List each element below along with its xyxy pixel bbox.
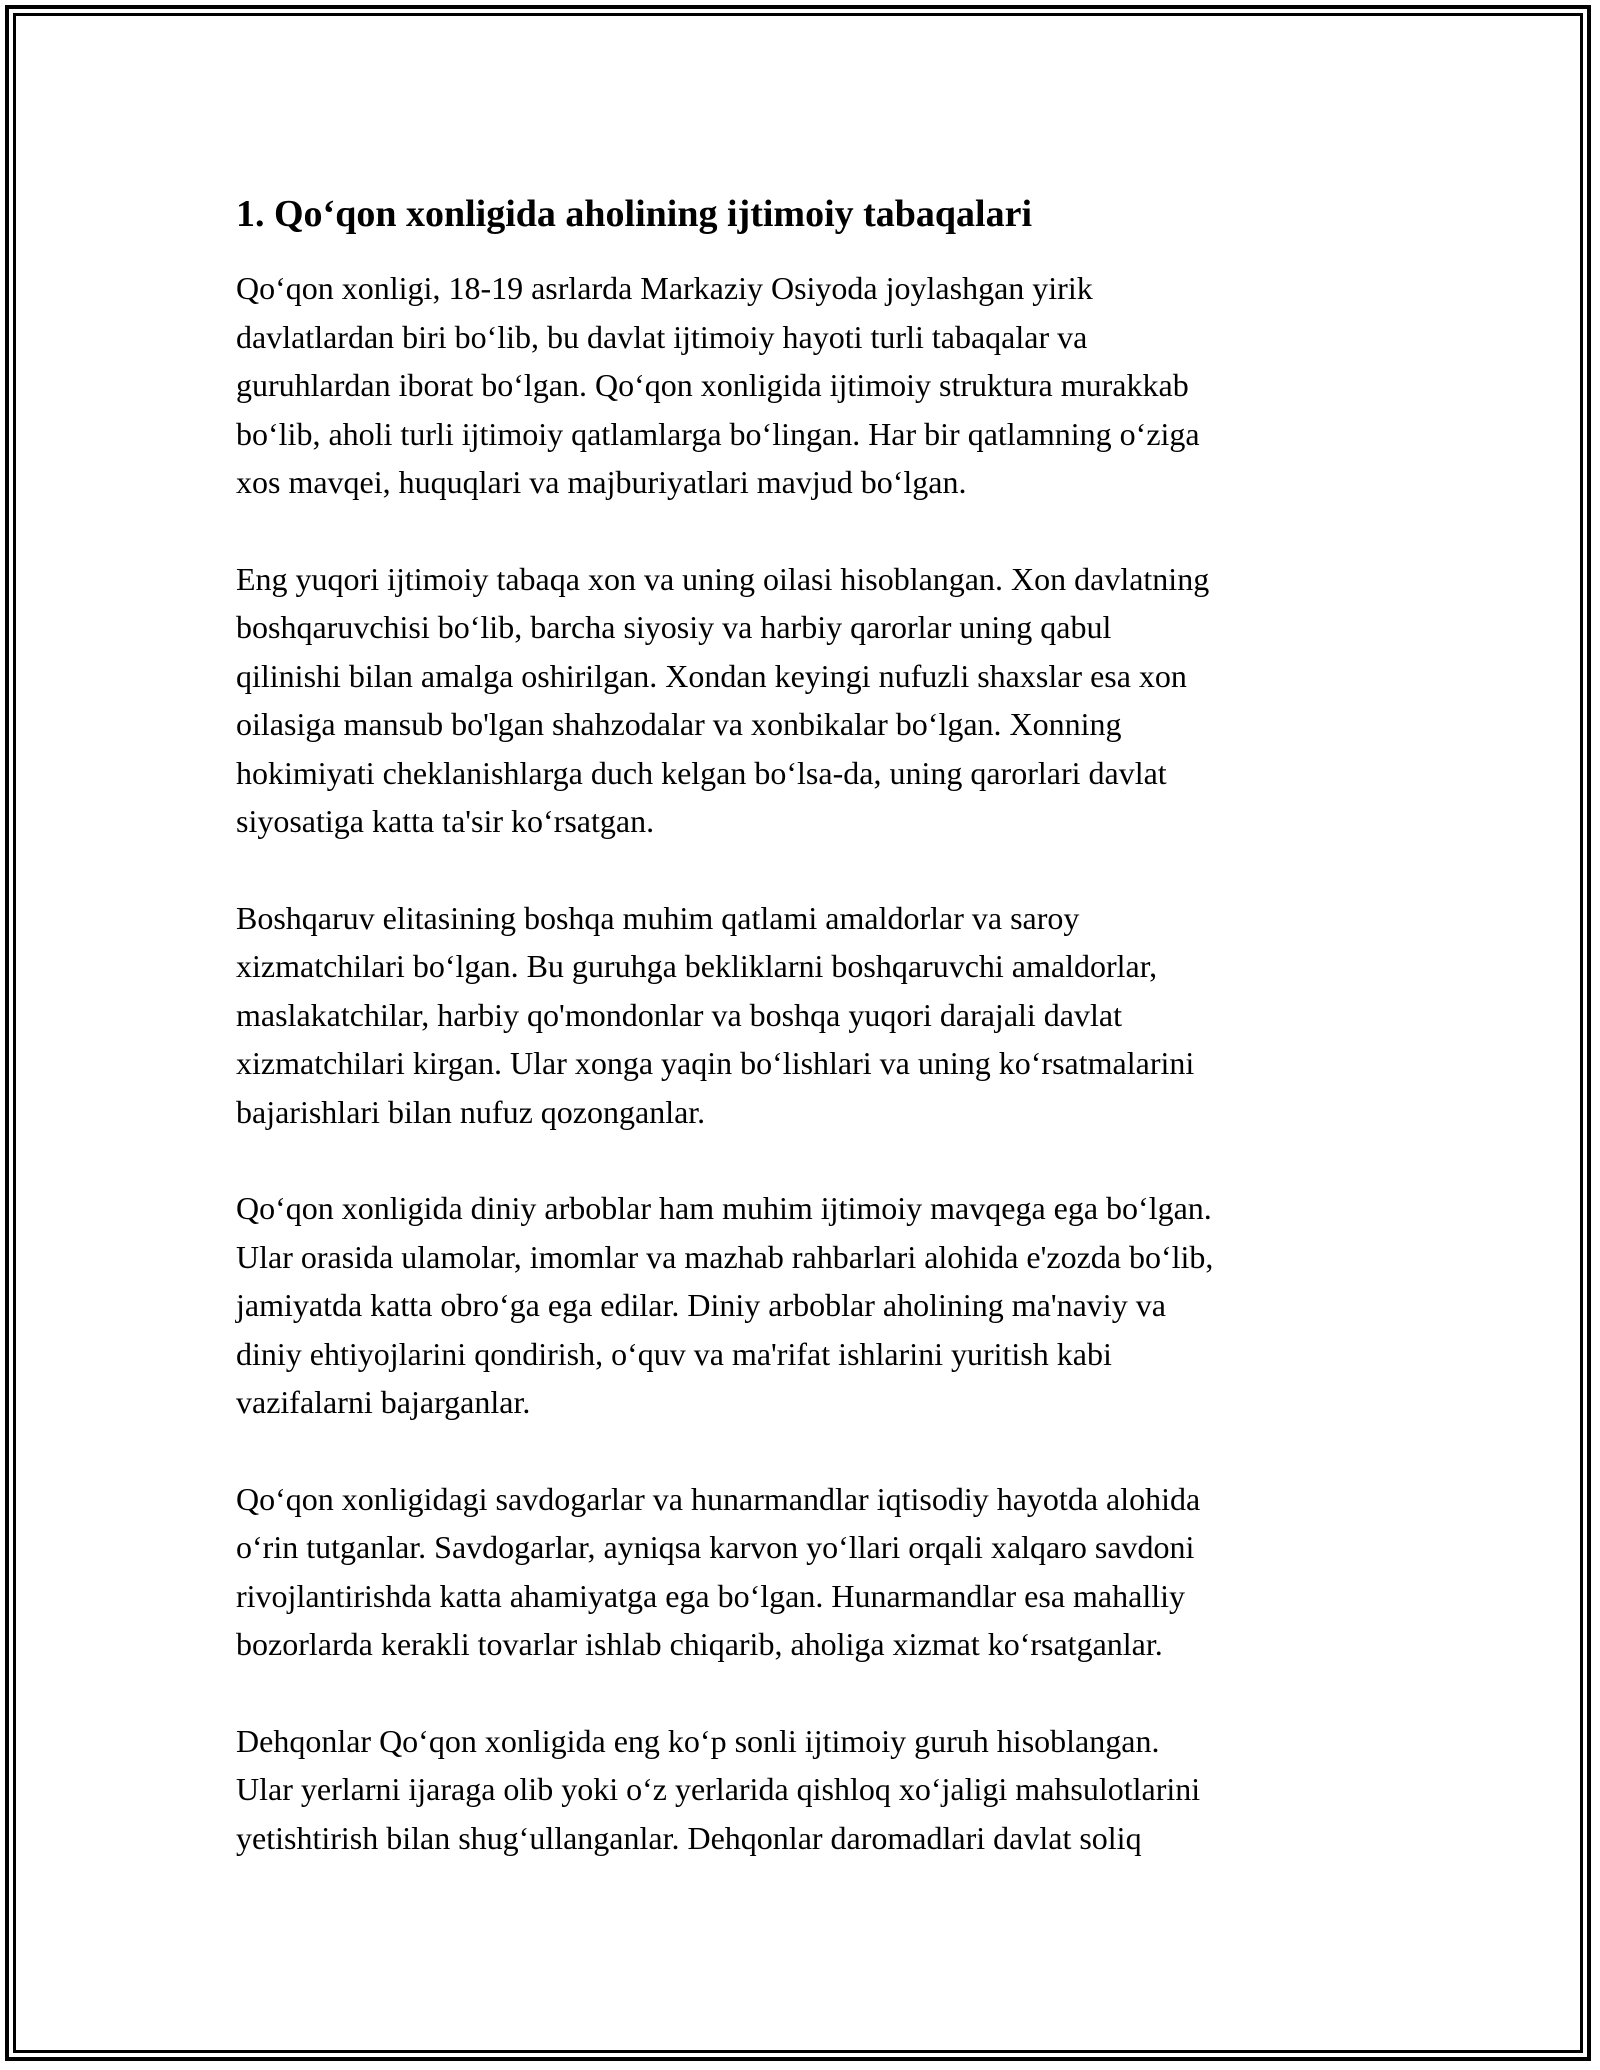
paragraph-merchants [236,1475,1386,1669]
paragraph-clergy [236,1184,1386,1427]
text-line: xizmatchilari bo‘lgan. Bu guruhga bekliklarni boshqaruvchi amaldorlar, [236,948,1158,984]
text-line: vazifalarni bajarganlar. [236,1384,531,1420]
text-line: maslakatchilar, harbiy qo'mondonlar va boshqa yuqori darajali davlat [236,996,1122,1033]
text-line: davlatlardan biri bo‘lib, bu davlat ijtimoiy hayoti turli tabaqalar va [236,318,1088,355]
text-line: Ular yerlarni ijaraga olib yoki o‘z yerlarida qishloq xo‘jaligi mahsulotlarini [236,1771,1201,1807]
text-line: bo‘lib, aholi turli ijtimoiy qatlamlarga bo‘lingan. Har bir qatlamning o‘ziga [236,415,1200,452]
text-line: Ular orasida ulamolar, imomlar va mazhab rahbarlari alohida e'zozda bo‘lib, [236,1238,1214,1275]
text-line: Eng yuqori ijtimoiy tabaqa xon va uning oilasi hisoblangan. Xon davlatning [236,560,1210,597]
text-line: o‘rin tutganlar. Savdogarlar, ayniqsa karvon yo‘llari orqali xalqaro savdoni [236,1529,1195,1565]
text-line: Qo‘qon xonligi, 18-19 asrlarda Markaziy Osiyoda joylashgan yirik [236,270,1093,306]
text-line: oilasiga mansub bo'lgan shahzodalar va xonbikalar bo‘lgan. Xonning [236,706,1122,742]
text-line: rivojlantirishda katta ahamiyatga ega bo‘lgan. Hunarmandlar esa mahalliy [236,1577,1185,1614]
text-line: jamiyatda katta obro‘ga ega edilar. Diniy arboblar aholining ma'naviy va [236,1287,1166,1323]
text-line: xos mavqei, huquqlari va majburiyatlari mavjud bo‘lgan. [236,464,967,500]
text-line: diniy ehtiyojlarini qondirish, o‘quv va ma'rifat ishlarini yuritish kabi [236,1335,1112,1372]
text-line: bajarishlari bilan nufuz qozonganlar. [236,1093,706,1130]
text-line: Qo‘qon xonligidagi savdogarlar va hunarmandlar iqtisodiy hayotda alohida [236,1480,1201,1517]
text-line: siyosatiga katta ta'sir ko‘rsatgan. [236,803,655,839]
text-line: xizmatchilari kirgan. Ular xonga yaqin bo‘lishlari va uning ko‘rsatmalarini [236,1045,1195,1081]
text-line: Dehqonlar Qo‘qon xonligida eng ko‘p sonli ijtimoiy guruh hisoblangan. [236,1722,1160,1759]
paragraph-intro [236,264,1386,507]
text-line: guruhlardan iborat bo‘lgan. Qo‘qon xonligida ijtimoiy struktura murakkab [236,367,1189,403]
document-page [236,188,1386,1910]
text-line: Qo‘qon xonligida diniy arboblar ham muhim ijtimoiy mavqega ega bo‘lgan. [236,1190,1212,1226]
text-line: bozorlarda kerakli tovarlar ishlab chiqarib, aholiga xizmat ko‘rsatganlar. [236,1626,1163,1662]
text-line: qilinishi bilan amalga oshirilgan. Xondan keyingi nufuzli shaxslar esa xon [236,657,1187,694]
text-line: Boshqaruv elitasining boshqa muhim qatlami amaldorlar va saroy [236,899,1080,936]
paragraph-khan [236,555,1386,846]
text-line: yetishtirish bilan shug‘ullanganlar. Dehqonlar daromadlari davlat soliq [236,1819,1142,1856]
text-line: hokimiyati cheklanishlarga duch kelgan bo‘lsa-da, uning qarorlari davlat [236,754,1167,791]
paragraph-officials [236,894,1386,1137]
paragraph-peasants [236,1717,1386,1863]
text-line: boshqaruvchisi bo‘lib, barcha siyosiy va harbiy qarorlar uning qabul [236,609,1112,645]
section-heading: 1. Qo‘qon xonligida aholining ijtimoiy tabaqalari [236,193,1033,235]
